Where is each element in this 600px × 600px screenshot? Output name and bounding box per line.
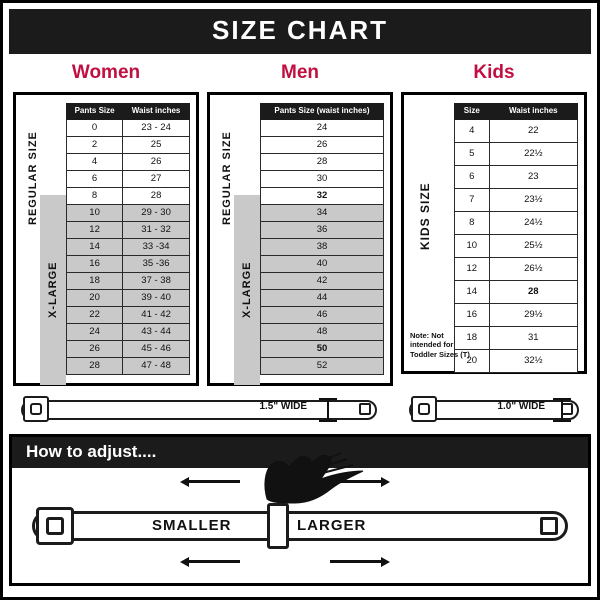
cell-size: 14 <box>455 280 490 303</box>
cell-size: 24 <box>261 119 384 136</box>
cell-size: 8 <box>67 187 123 204</box>
table-row <box>261 306 384 323</box>
kids-table-body <box>455 119 578 372</box>
table-row <box>261 272 384 289</box>
cell-size: 42 <box>261 272 384 289</box>
table-row <box>455 142 578 165</box>
cell-size: 12 <box>455 257 490 280</box>
table-row <box>261 255 384 272</box>
table-row <box>261 340 384 357</box>
men-side-labels <box>216 103 260 375</box>
cell-size: 46 <box>261 306 384 323</box>
cell-size: 28 <box>261 153 384 170</box>
column-heading-women: Women <box>71 62 141 83</box>
table-row <box>261 136 384 153</box>
men-panel <box>207 92 393 386</box>
width-measure-icon <box>553 398 571 422</box>
table-row <box>261 221 384 238</box>
how-to-adjust-section <box>9 434 591 586</box>
cell-size: 4 <box>67 153 123 170</box>
kids-panel <box>401 92 587 374</box>
belt-width-row <box>3 386 597 426</box>
size-columns <box>3 54 597 386</box>
cell-waist: 29½ <box>489 303 577 326</box>
column-women <box>13 62 199 386</box>
women-table-body <box>67 119 190 374</box>
cell-size: 36 <box>261 221 384 238</box>
kids-belt-width-label: 1.0" WIDE <box>497 400 545 412</box>
column-heading-men: Men <box>281 62 319 83</box>
cell-waist: 25 <box>123 136 190 153</box>
table-row <box>67 238 190 255</box>
cell-waist: 29 - 30 <box>123 204 190 221</box>
adult-belt-illustration <box>13 392 385 426</box>
kids-side-labels <box>410 103 470 373</box>
table-row <box>455 188 578 211</box>
cell-size: 10 <box>67 204 123 221</box>
table-row <box>455 165 578 188</box>
table-row <box>261 323 384 340</box>
kids-label-kids-size: KIDS SIZE <box>412 109 438 324</box>
cell-size: 26 <box>261 136 384 153</box>
men-table-body <box>261 119 384 374</box>
hand-icon <box>245 445 365 507</box>
table-row <box>261 357 384 374</box>
table-row <box>455 234 578 257</box>
cell-waist: 24½ <box>489 211 577 234</box>
cell-waist: 37 - 38 <box>123 272 190 289</box>
cell-size: 12 <box>67 221 123 238</box>
table-row <box>67 170 190 187</box>
table-row <box>261 289 384 306</box>
cell-waist: 23½ <box>489 188 577 211</box>
adjust-slider-handle[interactable] <box>267 503 289 549</box>
cell-waist: 45 - 46 <box>123 340 190 357</box>
width-measure-icon <box>319 398 337 422</box>
table-row <box>261 170 384 187</box>
cell-size: 14 <box>67 238 123 255</box>
table-row <box>261 238 384 255</box>
cell-size: 48 <box>261 323 384 340</box>
cell-waist: 31 <box>489 326 577 349</box>
table-row <box>67 136 190 153</box>
cell-size: 44 <box>261 289 384 306</box>
women-label-x-large: X-LARGE <box>40 195 66 385</box>
table-row <box>67 255 190 272</box>
cell-size: 18 <box>455 326 490 349</box>
table-row <box>261 153 384 170</box>
cell-waist: 22 <box>489 119 577 142</box>
cell-size: 22 <box>67 306 123 323</box>
cell-size: 5 <box>455 142 490 165</box>
table-row <box>67 119 190 136</box>
cell-waist: 47 - 48 <box>123 357 190 374</box>
cell-size: 20 <box>67 289 123 306</box>
cell-waist: 27 <box>123 170 190 187</box>
cell-waist: 41 - 42 <box>123 306 190 323</box>
cell-size: 28 <box>67 357 123 374</box>
table-row <box>455 211 578 234</box>
cell-waist: 33 -34 <box>123 238 190 255</box>
cell-size: 38 <box>261 238 384 255</box>
men-size-table <box>260 103 384 375</box>
table-row <box>455 326 578 349</box>
cell-size: 34 <box>261 204 384 221</box>
women-header-pants-size: Pants Size <box>67 104 123 120</box>
cell-size: 40 <box>261 255 384 272</box>
column-heading-kids: Kids <box>473 62 515 83</box>
label-larger: LARGER <box>297 516 367 534</box>
cell-size: 16 <box>455 303 490 326</box>
table-row <box>455 119 578 142</box>
table-row <box>455 303 578 326</box>
cell-size: 18 <box>67 272 123 289</box>
cell-size: 16 <box>67 255 123 272</box>
kids-note: Note: Not intended for Toddler Sizes (T) <box>410 331 470 359</box>
table-row <box>455 280 578 303</box>
cell-size: 20 <box>455 349 490 372</box>
table-row <box>455 257 578 280</box>
women-header-waist: Waist inches <box>123 104 190 120</box>
cell-size: 50 <box>261 340 384 357</box>
table-row <box>455 349 578 372</box>
cell-size: 52 <box>261 357 384 374</box>
men-header-pants-size: Pants Size (waist inches) <box>261 104 384 120</box>
cell-size: 26 <box>67 340 123 357</box>
cell-waist: 25½ <box>489 234 577 257</box>
kids-size-table <box>454 103 578 373</box>
arrow-left-icon <box>180 477 240 485</box>
women-panel <box>13 92 199 386</box>
page-title: SIZE CHART <box>9 9 591 54</box>
table-row <box>67 306 190 323</box>
column-kids <box>401 62 587 386</box>
adjust-belt-buckle-icon <box>36 507 74 545</box>
kids-header-waist: Waist inches <box>489 104 577 120</box>
cell-size: 0 <box>67 119 123 136</box>
cell-waist: 35 -36 <box>123 255 190 272</box>
cell-waist: 32½ <box>489 349 577 372</box>
women-side-labels <box>22 103 66 375</box>
kids-header-size: Size <box>455 104 490 120</box>
cell-waist: 43 - 44 <box>123 323 190 340</box>
table-row <box>261 119 384 136</box>
table-row <box>67 187 190 204</box>
table-row <box>67 289 190 306</box>
table-row <box>67 153 190 170</box>
kids-belt-illustration <box>401 392 587 426</box>
arrow-right-icon <box>330 557 390 565</box>
cell-waist: 26½ <box>489 257 577 280</box>
men-label-regular-size: REGULAR SIZE <box>216 103 238 253</box>
women-size-table <box>66 103 190 375</box>
belt-buckle-icon <box>23 396 49 422</box>
cell-waist: 39 - 40 <box>123 289 190 306</box>
belt-tip-icon <box>359 403 371 415</box>
cell-size: 2 <box>67 136 123 153</box>
table-row <box>261 187 384 204</box>
adjust-belt-tip-icon <box>540 517 558 535</box>
arrow-left-icon <box>180 557 240 565</box>
cell-size: 30 <box>261 170 384 187</box>
adult-belt-width-label: 1.5" WIDE <box>259 400 307 412</box>
table-row <box>67 340 190 357</box>
cell-size: 7 <box>455 188 490 211</box>
cell-waist: 31 - 32 <box>123 221 190 238</box>
cell-size: 8 <box>455 211 490 234</box>
table-row <box>67 357 190 374</box>
table-row <box>67 221 190 238</box>
table-row <box>67 204 190 221</box>
table-row <box>67 323 190 340</box>
column-men <box>207 62 393 386</box>
table-row <box>67 272 190 289</box>
cell-size: 6 <box>67 170 123 187</box>
cell-waist: 26 <box>123 153 190 170</box>
table-row <box>261 204 384 221</box>
cell-waist: 28 <box>123 187 190 204</box>
label-smaller: SMALLER <box>152 516 232 534</box>
cell-waist: 28 <box>489 280 577 303</box>
cell-waist: 22½ <box>489 142 577 165</box>
men-label-x-large: X-LARGE <box>234 195 260 385</box>
belt-buckle-icon <box>411 396 437 422</box>
cell-size: 32 <box>261 187 384 204</box>
cell-size: 4 <box>455 119 490 142</box>
cell-size: 10 <box>455 234 490 257</box>
cell-waist: 23 <box>489 165 577 188</box>
cell-size: 6 <box>455 165 490 188</box>
cell-waist: 23 - 24 <box>123 119 190 136</box>
cell-size: 24 <box>67 323 123 340</box>
how-to-adjust-title: How to adjust.... <box>12 437 588 468</box>
women-label-regular-size: REGULAR SIZE <box>22 103 44 253</box>
